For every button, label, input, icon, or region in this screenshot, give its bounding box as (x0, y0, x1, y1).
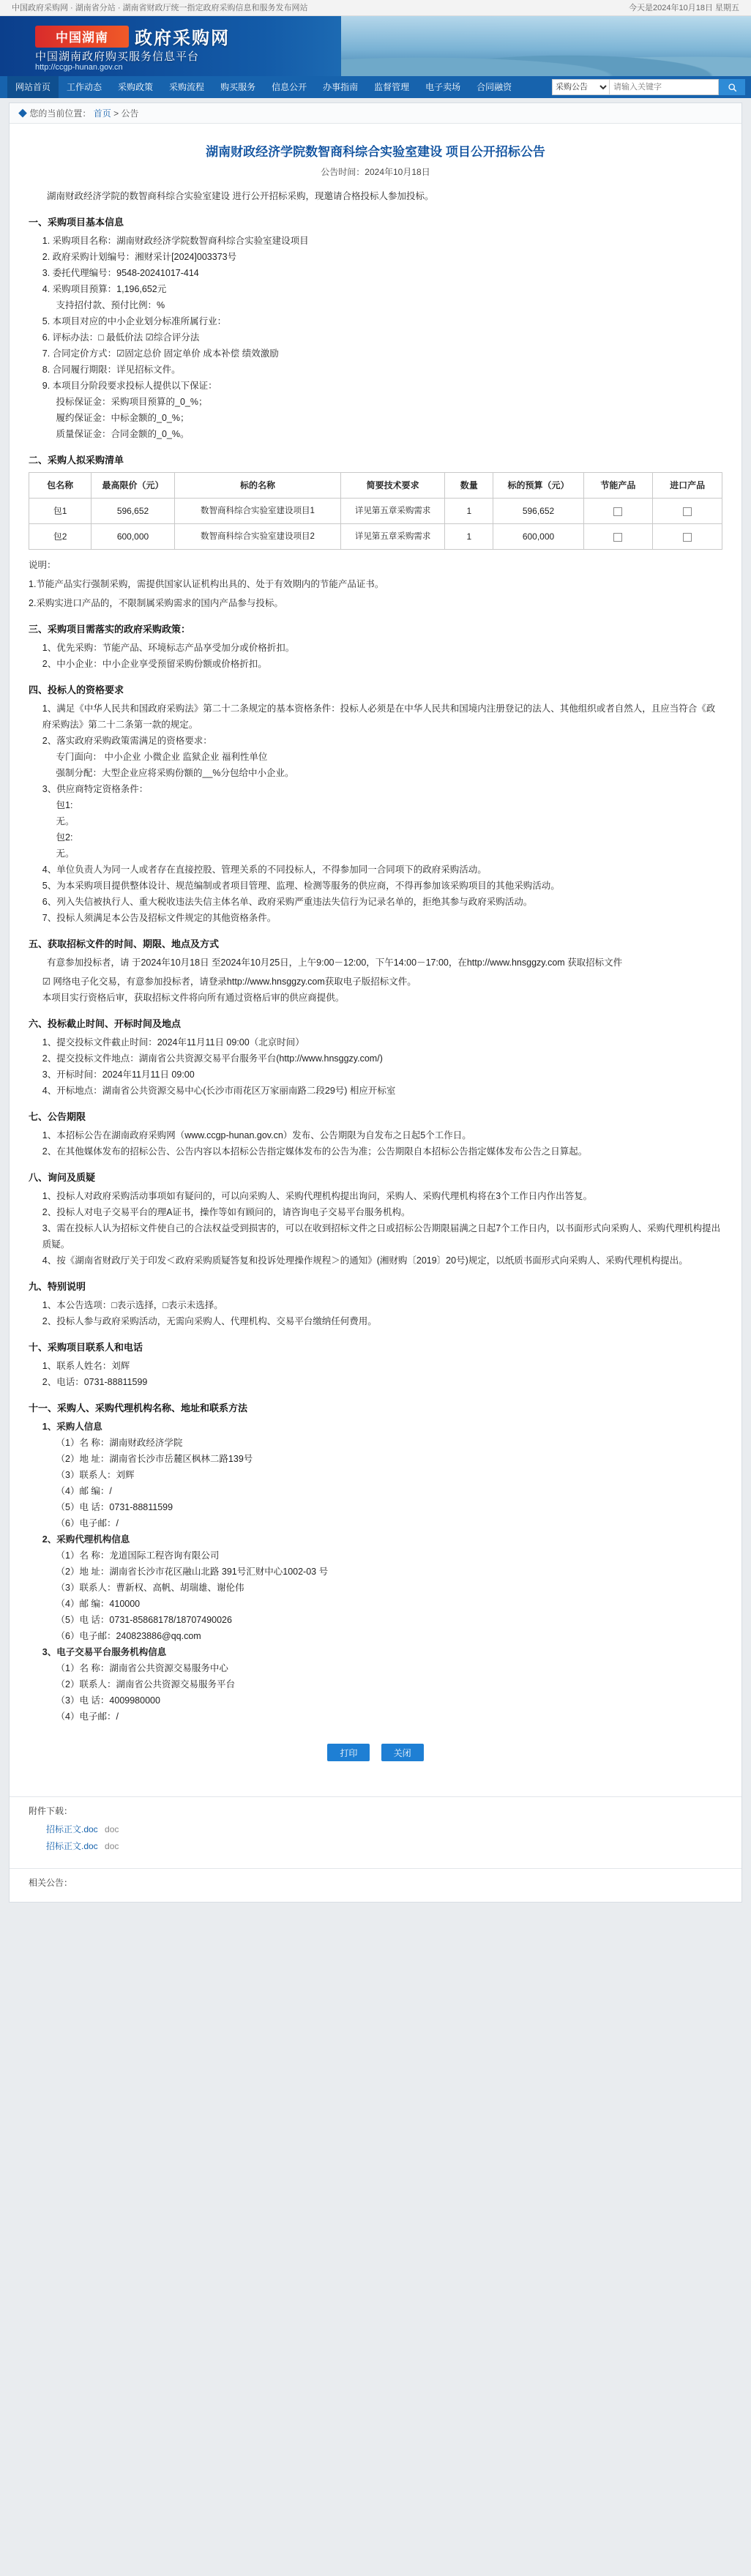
nav-item-policy[interactable]: 采购政策 (118, 82, 154, 92)
s11-b1-l1: （1）名 称：湖南财政经济学院 (56, 1438, 183, 1448)
s11-b2-l2: （2）地 址：湖南省长沙市花区融山北路 391号汇财中心1002-03 号 (56, 1567, 329, 1577)
checkbox-icon (683, 507, 692, 516)
s10-contact-name: 1、联系人姓名：刘辉 (42, 1361, 130, 1371)
s4-more-4: 7、投标人须满足本公告及招标文件规定的其他资格条件。 (42, 913, 277, 923)
s11-b3-l1: （1）名 称：湖南省公共资源交易服务中心 (56, 1663, 228, 1673)
attachment-link[interactable] (46, 1823, 722, 1835)
s6-line-4: 4、开标地点：湖南省公共资源交易中心(长沙市雨花区万家丽南路二段29号) 相应开标室 (42, 1086, 396, 1096)
s5-line-1: 有意参加投标者，请 于2024年10月18日 至2024年10月25日，上午9:00－12:00，下午14:00－17:00，在http://www.hnsggzy.com 获取招标文件 (47, 957, 623, 968)
section-8-heading: 八、询问及质疑 (29, 1172, 96, 1183)
doc-intro: 湖南财政经济学院的数智商科综合实验室建设 进行公开招标采购，现邀请合格投标人参加投标。 (47, 191, 434, 201)
nav-item-home[interactable]: 网站首页 (7, 76, 59, 98)
section-5-heading: 五、获取招标文件的时间、期限、地点及方式 (29, 938, 220, 949)
th-package: 包名称 (29, 473, 91, 499)
search-button[interactable] (719, 79, 745, 95)
nav-item-contract-finance[interactable]: 合同融资 (477, 82, 512, 92)
row1-budget: 596,652 (493, 499, 583, 524)
s1-line-9: 8. 合同履行期限：详见招标文件。 (42, 365, 181, 375)
s3-line-2: 2、中小企业：中小企业享受预留采购份额或价格折扣。 (42, 659, 267, 669)
related-heading: 相关公告： (29, 1878, 73, 1888)
section-6-heading: 六、投标截止时间、开标时间及地点 (29, 1018, 182, 1029)
s4-cond-pkg2-value: 无。 (56, 848, 75, 859)
s1-line-5: 支持招付款、预付比例：% (56, 300, 165, 310)
attachment-size: doc (105, 1824, 119, 1834)
s11-b2-l6: （6）电子邮：240823886@qq.com (56, 1631, 201, 1641)
row2-cap: 600,000 (91, 524, 175, 550)
print-button[interactable]: 打印 (327, 1744, 370, 1761)
table-header-row (29, 473, 722, 499)
s1-guarantee-bid: 投标保证金：采购项目预算的_0_%； (56, 397, 208, 407)
top-info-right: 今天是2024年10月18日 星期五 (629, 4, 739, 12)
search-category-select[interactable] (552, 79, 609, 95)
th-budget: 标的预算（元） (493, 473, 583, 499)
breadcrumb-separator: > (113, 108, 119, 119)
site-logo[interactable] (35, 23, 230, 49)
s1-guarantee-quality: 质量保证金：合同金额的_0_%。 (56, 429, 190, 439)
nav-item-news[interactable]: 工作动态 (67, 82, 102, 92)
s11-block3-title: 3、电子交易平台服务机构信息 (42, 1647, 167, 1657)
top-info-bar (0, 0, 751, 16)
row1-import (653, 499, 722, 524)
row1-package: 包1 (29, 499, 91, 524)
table-notes-title: 说明： (29, 560, 56, 570)
row2-package: 包2 (29, 524, 91, 550)
s6-line-3: 3、开标时间：2024年11月11日 09:00 (42, 1069, 195, 1080)
s4-cond-pkg1: 包1: (56, 800, 73, 810)
site-url: http://ccgp-hunan.gov.cn (35, 63, 123, 72)
th-energy: 节能产品 (583, 473, 653, 499)
s11-b1-l4: （4）邮 编：/ (56, 1486, 112, 1496)
s11-b1-l3: （3）联系人：刘辉 (56, 1470, 135, 1480)
s11-b1-l5: （5）电 话：0731-88811599 (56, 1502, 173, 1512)
row2-import (653, 524, 722, 550)
content-panel (9, 102, 742, 1903)
s8-line-3: 3、需在投标人认为招标文件使自己的合法权益受到损害的，可以在收到招标文件之日或招标公告期限届满之日起7个工作日内，以书面形式向采购人、采购代理机构提出质疑。 (42, 1223, 721, 1250)
th-import: 进口产品 (653, 473, 722, 499)
s11-b3-l2: （2）联系人：湖南省公共资源交易服务平台 (56, 1679, 235, 1690)
logo-mark: 中国湖南 (35, 26, 129, 48)
s8-line-4: 4、按《湖南省财政厅关于印发＜政府采购质疑答复和投诉处理操作规程＞的通知》(湘财购〔2019〕20号)规定，以纸质书面形式向采购人、采购代理机构提出。 (42, 1255, 688, 1266)
s5-line-2: ☑ 网络电子化交易，有意参加投标者，请登录http://www.hnsggzy.com获取电子版招标文件。 (42, 977, 416, 987)
s6-line-1: 1、提交投标文件截止时间：2024年11月11日 09:00（北京时间） (42, 1037, 304, 1048)
s1-guarantee-performance: 履约保证金：中标金额的_0_%； (56, 413, 190, 423)
row1-spec: 详见第五章采购需求 (341, 499, 445, 524)
nav-item-disclosure[interactable]: 信息公开 (272, 82, 307, 92)
th-cap: 最高限价（元） (91, 473, 175, 499)
row2-name: 数智商科综合实验室建设项目2 (174, 524, 340, 550)
s3-line-1: 1、优先采购：节能产品、环境标志产品享受加分或价格折扣。 (42, 643, 295, 653)
attachment-link[interactable] (46, 1840, 722, 1852)
section-3-heading: 三、采购项目需落实的政府采购政策： (29, 624, 191, 635)
nav-item-supervision[interactable]: 监督管理 (374, 82, 410, 92)
row1-energy (583, 499, 653, 524)
breadcrumb-current: 公告 (121, 108, 139, 119)
related-announcements (10, 1868, 741, 1902)
s1-line-7: 6. 评标办法：□ 最低价法 ☑综合评分法 (42, 332, 200, 343)
attachment-name: 招标正文.doc (46, 1841, 98, 1851)
breadcrumb-icon: ◆ (18, 108, 28, 119)
s4-mandatory-share: 强制分配：大型企业应将采购份额的__%分包给中小企业。 (56, 768, 294, 778)
s9-line-1: 1、本公告选项：□表示选择，□表示未选择。 (42, 1300, 223, 1310)
checkbox-icon (613, 507, 622, 516)
s1-line-3: 3. 委托代理编号：9548-20241017-414 (42, 268, 199, 278)
nav-search (552, 79, 745, 95)
publish-date: 公告时间：2024年10月18日 (321, 167, 430, 177)
row1-name: 数智商科综合实验室建设项目1 (174, 499, 340, 524)
document-actions (29, 1744, 722, 1761)
s10-contact-phone: 2、电话：0731-88811599 (42, 1377, 148, 1387)
th-name: 标的名称 (174, 473, 340, 499)
nav-item-services[interactable]: 购买服务 (220, 82, 256, 92)
page-title: 湖南财政经济学院数智商科综合实验室建设 项目公开招标公告 (206, 145, 545, 159)
th-qty: 数量 (445, 473, 493, 499)
search-input[interactable] (609, 79, 719, 95)
s11-block2-title: 2、采购代理机构信息 (42, 1534, 130, 1545)
banner-hills-decoration (341, 44, 751, 76)
table-note-2: 2.采购实进口产品的，不限制属采购需求的国内产品参与投标。 (29, 598, 283, 608)
s8-line-1: 1、投标人对政府采购活动事项如有疑问的，可以向采购人、采购代理机构提出询问，采购人、采购代理机构将在3个工作日内作出答复。 (42, 1191, 593, 1201)
s5-line-3: 本项目实行资格后审，获取招标文件将向所有通过资格后审的供应商提供。 (42, 993, 345, 1003)
section-2-heading: 二、采购人拟采购清单 (29, 455, 124, 466)
table-row (29, 524, 722, 550)
section-4-heading: 四、投标人的资格要求 (29, 684, 124, 695)
s11-b3-l4: （4）电子邮：/ (56, 1711, 119, 1722)
search-icon (728, 83, 737, 92)
row2-qty: 1 (445, 524, 493, 550)
section-7-heading: 七、公告期限 (29, 1111, 86, 1122)
s11-b3-l3: （3）电 话：4009980000 (56, 1695, 160, 1706)
section-9-heading: 九、特别说明 (29, 1281, 86, 1292)
s11-b1-l2: （2）地 址：湖南省长沙市岳麓区枫林二路139号 (56, 1454, 253, 1464)
section-11-heading: 十一、采购人、采购代理机构名称、地址和联系方法 (29, 1403, 248, 1414)
site-banner (0, 16, 751, 76)
s11-b2-l3: （3）联系人：曹新权、高帆、胡瑞雄、谢伦伟 (56, 1583, 244, 1593)
s1-line-8: 7. 合同定价方式：☑固定总价 固定单价 成本补偿 绩效激励 (42, 348, 279, 359)
breadcrumb (10, 103, 741, 124)
s1-line-4: 4. 采购项目预算：1,196,652元 (42, 284, 167, 294)
s7-line-2: 2、在其他媒体发布的招标公告、公告内容以本招标公告指定媒体发布的公告为准；公告期限自本招标公告指定媒体发布公告之日算起。 (42, 1146, 588, 1157)
s11-b2-l1: （1）名 称：龙道国际工程咨询有限公司 (56, 1550, 220, 1561)
s7-line-1: 1、本招标公告在湖南政府采购网（www.ccgp-hunan.gov.cn）发布、公告期限为自发布之日起5个工作日。 (42, 1130, 471, 1140)
s11-b1-l6: （6）电子邮：/ (56, 1518, 119, 1528)
s4-cond-pkg2: 包2: (56, 832, 73, 843)
row2-spec: 详见第五章采购需求 (341, 524, 445, 550)
breadcrumb-prefix: 您的当前位置： (29, 108, 91, 119)
checkbox-icon (613, 533, 622, 542)
attachments-heading: 附件下载： (29, 1806, 73, 1816)
site-title: 政府采购网 (135, 29, 230, 48)
main-navigation (0, 76, 751, 98)
s4-more-2: 5、为本采购项目提供整体设计、规范编制或者项目管理、监理、检测等服务的供应商，不得再参加该采购项目的其他采购活动。 (42, 881, 560, 891)
table-note-1: 1.节能产品实行强制采购，需提供国家认证机构出具的、处于有效期内的节能产品证书。 (29, 579, 384, 589)
nav-item-guide[interactable]: 办事指南 (323, 82, 359, 92)
row1-cap: 596,652 (91, 499, 175, 524)
s4-line-2: 2、落实政府采购政策需满足的资格要求： (42, 736, 212, 746)
s4-line-1: 1、满足《中华人民共和国政府采购法》第二十二条规定的基本资格条件：投标人必须是在中华人民共和国境内注册登记的法人、其他组织或者自然人，且应当符合《政府采购法》第二十二条第一款的规定。 (42, 703, 716, 730)
s1-line-6: 5. 本项目对应的中小企业划分标准所属行业： (42, 316, 227, 326)
row2-budget: 600,000 (493, 524, 583, 550)
attachments-section (10, 1796, 741, 1868)
s8-line-2: 2、投标人对电子交易平台的理A证书，操作等如有顾问的，请咨询电子交易平台服务机构。 (42, 1207, 411, 1217)
th-spec: 简要技术要求 (341, 473, 445, 499)
attachment-size: doc (105, 1841, 119, 1851)
table-row (29, 499, 722, 524)
top-info-left: 中国政府采购网 · 湖南省分站 · 湖南省财政厅统一指定政府采购信息和服务发布网站 (12, 4, 308, 12)
procurement-table (29, 472, 722, 550)
s9-line-2: 2、投标人参与政府采购活动，无需向采购人、代理机构、交易平台缴纳任何费用。 (42, 1316, 377, 1326)
section-1-heading: 一、采购项目基本信息 (29, 217, 124, 228)
s1-line-10: 9. 本项目分阶段要求投标人提供以下保证： (42, 381, 217, 391)
section-10-heading: 十、采购项目联系人和电话 (29, 1342, 143, 1353)
s6-line-2: 2、提交投标文件地点：湖南省公共资源交易平台服务平台(http://www.hnsggzy.com/) (42, 1053, 383, 1064)
s4-more-3: 6、列入失信被执行人、重大税收违法失信主体名单、政府采购严重违法失信行为记录名单的，拒绝其参与政府采购活动。 (42, 897, 533, 907)
breadcrumb-home[interactable]: 首页 (93, 108, 111, 119)
site-subtitle: 中国湖南政府购买服务信息平台 (35, 51, 200, 63)
row2-energy (583, 524, 653, 550)
row1-qty: 1 (445, 499, 493, 524)
attachment-name: 招标正文.doc (46, 1824, 98, 1834)
s11-b2-l4: （4）邮 编：410000 (56, 1599, 141, 1609)
s11-b2-l5: （5）电 话：0731-85868178/18707490026 (56, 1615, 232, 1625)
s1-line-2: 2. 政府采购计划编号：湘财采计[2024]003373号 (42, 252, 237, 262)
close-button[interactable]: 关闭 (381, 1744, 424, 1761)
checkbox-icon (683, 533, 692, 542)
nav-item-process[interactable]: 采购流程 (169, 82, 205, 92)
nav-item-emarket[interactable]: 电子卖场 (425, 82, 461, 92)
s4-cond-pkg1-value: 无。 (56, 816, 75, 826)
s4-more-1: 4、单位负责人为同一人或者存在直接控股、管理关系的不同投标人，不得参加同一合同项下的政府采购活动。 (42, 865, 487, 875)
announcement-document (10, 124, 741, 1788)
s4-conditions-title: 3、供应商特定资格条件： (42, 784, 149, 794)
s4-special-targets: 专门面向： 中小企业 小微企业 监狱企业 福利性单位 (56, 752, 268, 762)
s1-line-1: 1. 采购项目名称：湖南财政经济学院数智商科综合实验室建设项目 (42, 236, 309, 246)
s11-block1-title: 1、采购人信息 (42, 1422, 102, 1432)
